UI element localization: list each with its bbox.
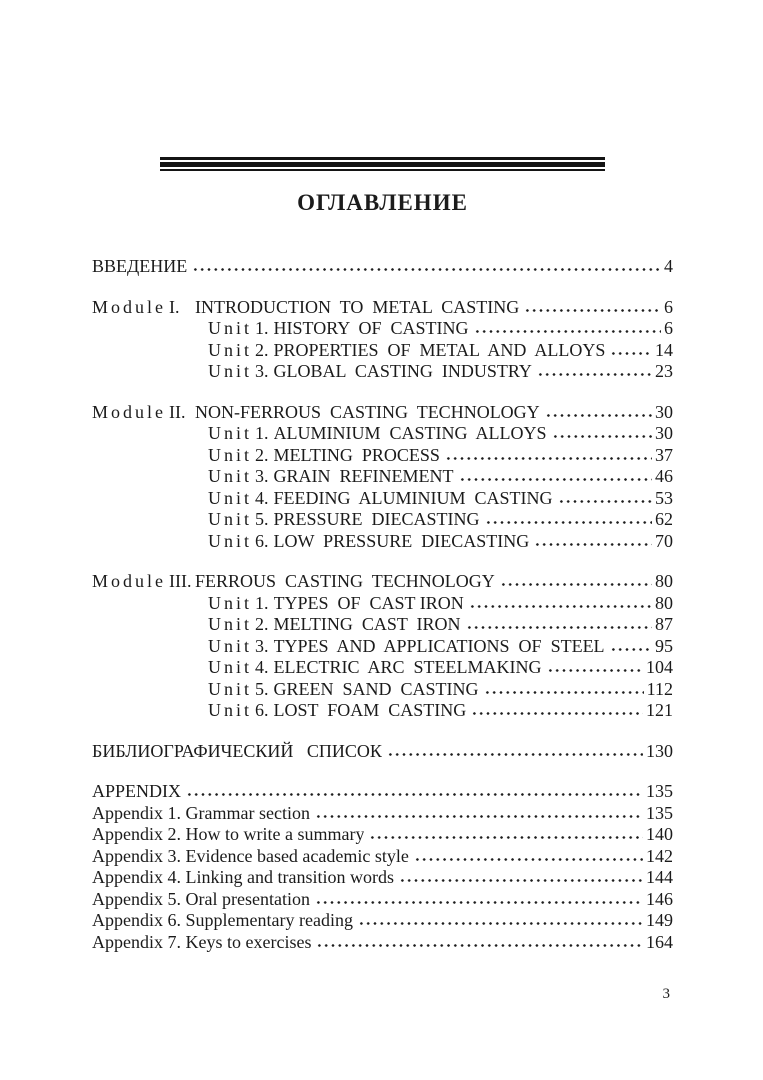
toc-row <box>92 340 673 362</box>
toc-leader-dots <box>387 752 643 757</box>
toc-row <box>92 910 673 932</box>
page-content <box>92 157 673 953</box>
toc-page-number: 142 <box>646 845 673 866</box>
toc-page-number: 95 <box>655 635 673 656</box>
toc-leader-dots <box>474 329 661 334</box>
toc-row <box>92 297 673 319</box>
toc-page-number: 135 <box>646 781 673 801</box>
toc-leader-dots <box>545 413 652 418</box>
toc-row-title: HISTORY OF CASTING <box>273 318 469 338</box>
toc-row-title: ALUMINIUM CASTING ALLOYS <box>273 423 547 443</box>
toc-row-label: U n i t 3. <box>208 635 269 656</box>
toc-row <box>92 402 673 424</box>
toc-row-title: MELTING PROCESS <box>273 444 440 465</box>
toc-leader-dots <box>537 372 652 377</box>
toc-row-title: GRAIN REFINEMENT <box>273 466 454 486</box>
toc-page-number: 23 <box>655 361 673 381</box>
toc-row-title: Appendix 7. Keys to exercises <box>92 931 312 952</box>
toc-row-title: Appendix 5. Oral presentation <box>92 888 310 909</box>
rule-bar-bottom <box>160 169 605 171</box>
toc-row <box>92 423 673 445</box>
toc-row <box>92 803 673 825</box>
toc-row-label: U n i t 2. <box>208 444 269 465</box>
toc-row <box>92 256 673 278</box>
toc-leader-dots <box>186 792 643 797</box>
toc-row <box>92 614 673 636</box>
toc-page-number: 80 <box>655 571 673 591</box>
toc-row-title: ВВЕДЕНИЕ <box>92 256 188 276</box>
toc-row <box>92 889 673 911</box>
toc-page-number: 130 <box>646 740 673 761</box>
toc-row-title: TYPES OF CAST IRON <box>273 592 464 613</box>
toc-leader-dots <box>500 582 652 587</box>
toc-leader-dots <box>469 604 652 609</box>
toc-page-number: 46 <box>655 466 673 486</box>
toc-row-title: Appendix 6. Supplementary reading <box>92 910 353 930</box>
toc-row <box>92 657 673 679</box>
toc-row-title: FERROUS CASTING TECHNOLOGY <box>195 571 495 591</box>
toc-leader-dots <box>610 647 652 652</box>
toc-row-label: U n i t 5. <box>208 509 269 529</box>
toc-page-number: 37 <box>655 444 673 465</box>
toc-row-title: INTRODUCTION TO METAL CASTING <box>195 296 520 317</box>
toc-leader-dots <box>466 625 652 630</box>
toc-row-label: M o d u l e II. <box>92 401 186 422</box>
toc-page-number: 121 <box>646 700 673 720</box>
toc-page-number: 104 <box>646 657 673 677</box>
toc-row <box>92 846 673 868</box>
toc-row-title: FEEDING ALUMINIUM CASTING <box>273 487 553 508</box>
toc-leader-dots <box>484 690 644 695</box>
toc-row <box>92 361 673 383</box>
toc-row <box>92 509 673 531</box>
toc-row-title: ELECTRIC ARC STEELMAKING <box>273 657 542 677</box>
toc-page-number: 62 <box>655 509 673 529</box>
toc-page-number: 6 <box>664 296 673 317</box>
toc-page-number: 6 <box>664 318 673 338</box>
toc-page-number: 164 <box>646 931 673 952</box>
toc-page-number: 4 <box>664 256 673 276</box>
toc-row-title: APPENDIX <box>92 781 182 801</box>
toc-page-number: 30 <box>655 423 673 443</box>
toc-row-title: TYPES AND APPLICATIONS OF STEEL <box>273 635 605 656</box>
folio-page-number: 3 <box>662 986 670 1002</box>
toc-row <box>92 824 673 846</box>
toc-row <box>92 636 673 658</box>
toc-leader-dots <box>534 542 652 547</box>
page-title: ОГЛАВЛЕНИЕ <box>297 190 468 215</box>
toc-leader-dots <box>358 921 643 926</box>
toc-page-number: 140 <box>646 824 673 844</box>
toc-row-title: GLOBAL CASTING INDUSTRY <box>273 361 532 381</box>
toc-row-label: U n i t 3. <box>208 466 269 486</box>
toc-leader-dots <box>471 711 643 716</box>
toc-row <box>92 867 673 889</box>
toc-page-number: 135 <box>646 802 673 823</box>
toc-row-label: M o d u l e I. <box>92 296 180 317</box>
toc-leader-dots <box>547 668 643 673</box>
toc-row-label: U n i t 2. <box>208 339 269 360</box>
toc-leader-dots <box>552 434 652 439</box>
toc-row-label: U n i t 5. <box>208 678 269 699</box>
toc-leader-dots <box>369 835 643 840</box>
toc-row-label: U n i t 6. <box>208 530 269 551</box>
toc-page-number: 70 <box>655 530 673 551</box>
toc-row-title: Appendix 1. Grammar section <box>92 802 310 823</box>
toc-row-title: MELTING CAST IRON <box>273 614 461 634</box>
toc-leader-dots <box>399 878 643 883</box>
toc-row <box>92 700 673 722</box>
toc-row-label: U n i t 1. <box>208 423 269 443</box>
toc-leader-dots <box>192 267 661 272</box>
toc-row <box>92 318 673 340</box>
toc-page-number: 30 <box>655 401 673 422</box>
toc-row-title: LOW PRESSURE DIECASTING <box>273 530 530 551</box>
toc-leader-dots <box>558 499 652 504</box>
toc-leader-dots <box>485 520 652 525</box>
toc-leader-dots <box>315 900 643 905</box>
toc-row-label: U n i t 6. <box>208 700 269 720</box>
toc-page-number: 146 <box>646 888 673 909</box>
toc-leader-dots <box>414 857 643 862</box>
toc-row <box>92 466 673 488</box>
toc-row-title: Appendix 3. Evidence based academic style <box>92 845 409 866</box>
toc-leader-dots <box>459 477 652 482</box>
toc-leader-dots <box>445 456 652 461</box>
decorative-rule <box>160 157 605 171</box>
toc-page-number: 80 <box>655 592 673 613</box>
toc-row-label: U n i t 2. <box>208 614 269 634</box>
toc-row-title: PRESSURE DIECASTING <box>273 509 480 529</box>
toc-row <box>92 741 673 763</box>
toc-page-number: 87 <box>655 614 673 634</box>
toc-row-label: U n i t 1. <box>208 318 269 338</box>
toc-row <box>92 571 673 593</box>
toc-row-title: GREEN SAND CASTING <box>273 678 479 699</box>
toc-row-label: U n i t 1. <box>208 592 269 613</box>
toc-row-label: M o d u l e III. <box>92 571 192 591</box>
toc-page-number: 53 <box>655 487 673 508</box>
toc-row-label: U n i t 4. <box>208 657 269 677</box>
toc-list <box>92 256 673 953</box>
toc-row <box>92 488 673 510</box>
toc-page-number: 14 <box>655 339 673 360</box>
toc-page-number: 149 <box>646 910 673 930</box>
toc-row <box>92 445 673 467</box>
toc-leader-dots <box>315 814 643 819</box>
toc-leader-dots <box>316 943 643 948</box>
toc-row-title: LOST FOAM CASTING <box>273 700 467 720</box>
toc-leader-dots <box>524 308 661 313</box>
toc-leader-dots <box>610 351 652 356</box>
toc-row <box>92 679 673 701</box>
toc-row <box>92 932 673 954</box>
toc-row-title: Appendix 2. How to write a summary <box>92 824 365 844</box>
toc-row-label: U n i t 3. <box>208 361 269 381</box>
toc-row-title: БИБЛИОГРАФИЧЕСКИЙ СПИСОК <box>92 740 382 761</box>
toc-row-title: NON-FERROUS CASTING TECHNOLOGY <box>195 401 540 422</box>
toc-page-number: 144 <box>646 867 673 887</box>
toc-row-title: Appendix 4. Linking and transition words <box>92 867 394 887</box>
toc-row-label: U n i t 4. <box>208 487 269 508</box>
toc-row <box>92 531 673 553</box>
toc-page-number: 112 <box>646 678 673 699</box>
toc-row <box>92 593 673 615</box>
toc-row-title: PROPERTIES OF METAL AND ALLOYS <box>273 339 606 360</box>
toc-row <box>92 781 673 803</box>
